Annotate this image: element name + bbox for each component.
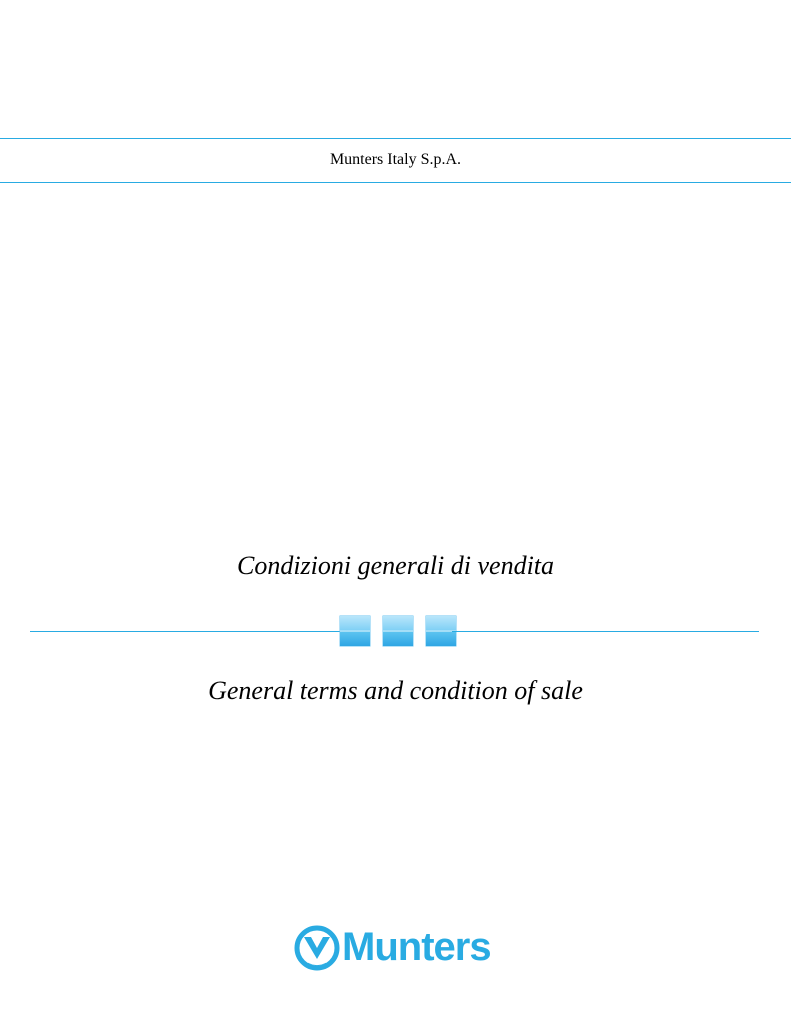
decorative-square bbox=[340, 616, 370, 646]
divider-line-left bbox=[30, 631, 342, 632]
title-english: General terms and condition of sale bbox=[208, 676, 583, 705]
decorative-square bbox=[383, 616, 413, 646]
logo-wordmark: Munters bbox=[342, 925, 491, 969]
munters-emblem-icon bbox=[294, 925, 340, 971]
company-name: Munters Italy S.p.A. bbox=[329, 151, 462, 168]
header-rule-top bbox=[0, 138, 791, 139]
title-italian: Condizioni generali di vendita bbox=[236, 551, 555, 580]
divider-line-right bbox=[452, 631, 759, 632]
munters-logo bbox=[294, 925, 504, 971]
header-rule-bottom bbox=[0, 182, 791, 183]
